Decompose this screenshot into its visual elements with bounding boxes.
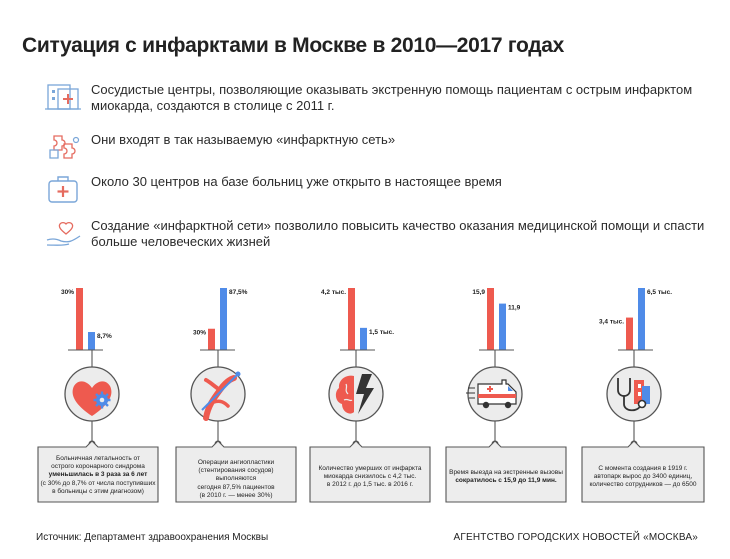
fact-text: Около 30 центров на базе больниц уже открыто в настоящее время [91, 174, 502, 189]
bar-after [638, 288, 645, 350]
caption-line: острого коронарного синдрома [51, 463, 145, 471]
caption-line: в 2012 г. до 1,5 тыс. в 2016 г. [326, 481, 414, 489]
caption-line: уменьшилась в 3 раза за 6 лет [48, 471, 148, 479]
bar-before [626, 318, 633, 350]
source-note: Источник: Департамент здравоохранения Москвы [36, 532, 269, 543]
chart-panel [440, 270, 580, 510]
chart-panel [30, 270, 170, 510]
caption-line: миокарда снизилось с 4,2 тыс. [323, 473, 417, 481]
chart-caption [178, 459, 294, 500]
bar-after [360, 328, 367, 350]
caption-line: сократилось с 15,9 до 11,9 мин. [455, 477, 557, 485]
bar-before [208, 329, 215, 350]
caption-line: сегодня 87,5% пациентов [197, 483, 275, 491]
bar-before [487, 288, 494, 350]
page-title: Ситуация с инфарктами в Москве в 2010—2017 годах [22, 34, 565, 57]
caption-line: Время выезда на экстренные вызовы [449, 469, 563, 476]
chart-caption [40, 455, 156, 496]
caption-line: в больницы с этим диагнозом) [52, 487, 144, 495]
fact-text: Создание «инфарктной сети» позволило повысить качество оказания медицинской помощи и спасти больше человеческих жизней [91, 218, 705, 249]
caring-hand-icon [44, 216, 84, 252]
bar-value-label: 6,5 тыс. [647, 289, 672, 296]
caption-line: Количество умерших от инфаркта [318, 465, 422, 472]
caption-line: С момента создания в 1919 г. [598, 465, 688, 472]
chart-panel [168, 270, 308, 510]
bar-value-label: 8,7% [97, 333, 112, 341]
bar-after [88, 332, 95, 350]
bar-value-label: 87,5% [229, 289, 248, 296]
hospital-building-icon [44, 80, 84, 116]
chart-panel [302, 270, 442, 510]
fact-row [44, 80, 704, 120]
fact-row [44, 130, 704, 170]
chart-caption [446, 469, 566, 485]
chart-panel [576, 270, 716, 510]
fact-row [44, 216, 704, 256]
bar-value-label: 30% [60, 289, 74, 296]
bar-before [348, 288, 355, 350]
medical-case-icon [44, 172, 84, 208]
caption-line: (стентирования сосудов) выполняются [198, 467, 274, 483]
agency-credit: АГЕНТСТВО ГОРОДСКИХ НОВОСТЕЙ «МОСКВА» [453, 532, 698, 543]
caption-line: Операции ангиопластики [197, 459, 275, 466]
caption-line: (в 2010 г. — менее 30%) [199, 491, 273, 499]
bar-value-label: 15,9 [472, 289, 485, 296]
bar-value-label: 11,9 [508, 304, 521, 312]
bar-after [220, 288, 227, 350]
bar-before [76, 288, 83, 350]
caption-line: количество сотрудников — до 6500 [589, 481, 697, 489]
bar-value-label: 3,4 тыс. [599, 318, 624, 326]
caption-line: автопарк вырос до 3400 единиц, [593, 473, 693, 481]
bar-value-label: 30% [192, 329, 206, 337]
chart-caption [312, 465, 428, 490]
chart-caption [582, 465, 704, 490]
network-puzzle-icon [44, 130, 84, 166]
caption-line: (с 30% до 8,7% от числа поступивших [40, 479, 156, 487]
fact-text: Сосудистые центры, позволяющие оказывать экстренную помощь пациентам с острым инфарктом миокарда, создаются в столице с 2011 г. [91, 82, 693, 113]
caption-line: Больничная летальность от [55, 455, 141, 462]
fact-row [44, 172, 704, 212]
bar-after [499, 304, 506, 350]
bar-value-label: 1,5 тыс. [369, 328, 394, 336]
fact-text: Они входят в так называемую «инфарктную сеть» [91, 132, 396, 147]
bar-value-label: 4,2 тыс. [321, 289, 346, 296]
